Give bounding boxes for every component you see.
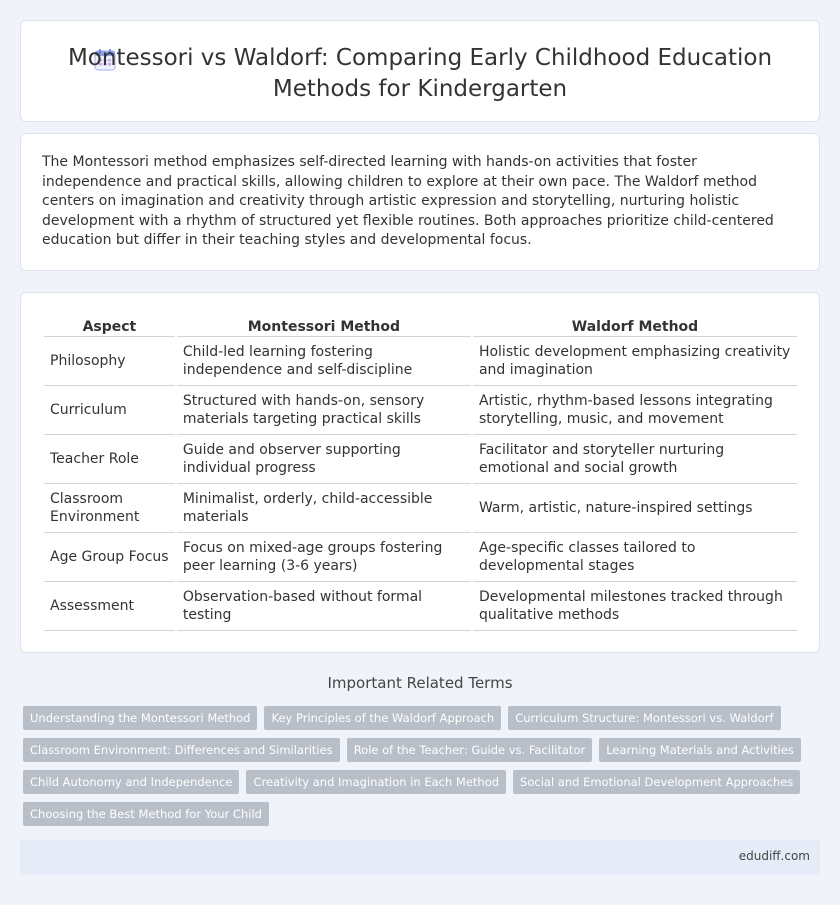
intro-paragraph: The Montessori method emphasizes self-directed learning with hands-on activities that foster independence and practical skills, allowing children to explore at their own pace. The Waldorf method centers on imagination and creativity through artistic expression and storytelling, nurturing holistic development with a rhythm of structured yet flexible routines. Both approaches prioritize child-centered education but differ in their teaching styles and developmental focus. (42, 154, 774, 249)
aspect-cell: Teacher Role (44, 435, 175, 484)
montessori-cell: Guide and observer supporting individual progress (177, 435, 471, 484)
aspect-cell: Age Group Focus (44, 533, 175, 582)
table-row (44, 386, 797, 435)
waldorf-cell: Artistic, rhythm-based lessons integrating storytelling, music, and movement (473, 386, 797, 435)
waldorf-cell: Warm, artistic, nature-inspired settings (473, 484, 797, 533)
table-row (44, 337, 797, 386)
table-row (44, 484, 797, 533)
aspect-cell: Curriculum (44, 386, 175, 435)
intro-card (20, 133, 820, 271)
table-header-row (44, 315, 797, 337)
aspect-cell: Assessment (44, 582, 175, 631)
related-terms-tags (23, 706, 803, 826)
header-waldorf: Waldorf Method (473, 315, 797, 337)
waldorf-cell: Facilitator and storyteller nurturing emotional and social growth (473, 435, 797, 484)
montessori-cell: Focus on mixed-age groups fostering peer learning (3-6 years) (177, 533, 471, 582)
waldorf-cell: Developmental milestones tracked through qualitative methods (473, 582, 797, 631)
related-tag[interactable]: Key Principles of the Waldorf Approach (264, 706, 501, 730)
header-aspect: Aspect (44, 315, 175, 337)
title-card (20, 20, 820, 122)
table-row (44, 435, 797, 484)
table-row (44, 582, 797, 631)
comparison-table (42, 315, 799, 631)
related-terms-heading: Important Related Terms (327, 674, 513, 692)
footer (20, 840, 820, 875)
related-tag[interactable]: Child Autonomy and Independence (23, 770, 239, 794)
aspect-cell: Philosophy (44, 337, 175, 386)
waldorf-cell: Age-specific classes tailored to developmental stages (473, 533, 797, 582)
aspect-cell: Classroom Environment (44, 484, 175, 533)
montessori-cell: Minimalist, orderly, child-accessible materials (177, 484, 471, 533)
table-row (44, 533, 797, 582)
comparison-table-card (20, 292, 820, 653)
related-tag[interactable]: Classroom Environment: Differences and Similarities (23, 738, 340, 762)
montessori-cell: Child-led learning fostering independence and self-discipline (177, 337, 471, 386)
related-tag[interactable]: Choosing the Best Method for Your Child (23, 802, 269, 826)
header-montessori: Montessori Method (177, 315, 471, 337)
montessori-cell: Structured with hands-on, sensory materials targeting practical skills (177, 386, 471, 435)
related-tag[interactable]: Understanding the Montessori Method (23, 706, 257, 730)
related-tag[interactable]: Curriculum Structure: Montessori vs. Waldorf (508, 706, 780, 730)
related-tag[interactable]: Social and Emotional Development Approaches (513, 770, 800, 794)
page-title: Montessori vs Waldorf: Comparing Early Childhood Education Methods for Kindergarten (67, 45, 773, 102)
footer-site-link[interactable]: edudiff.com (738, 849, 810, 863)
related-tag[interactable]: Role of the Teacher: Guide vs. Facilitator (347, 738, 593, 762)
waldorf-cell: Holistic development emphasizing creativity and imagination (473, 337, 797, 386)
montessori-cell: Observation-based without formal testing (177, 582, 471, 631)
related-tag[interactable]: Creativity and Imagination in Each Method (246, 770, 506, 794)
related-tag[interactable]: Learning Materials and Activities (599, 738, 801, 762)
